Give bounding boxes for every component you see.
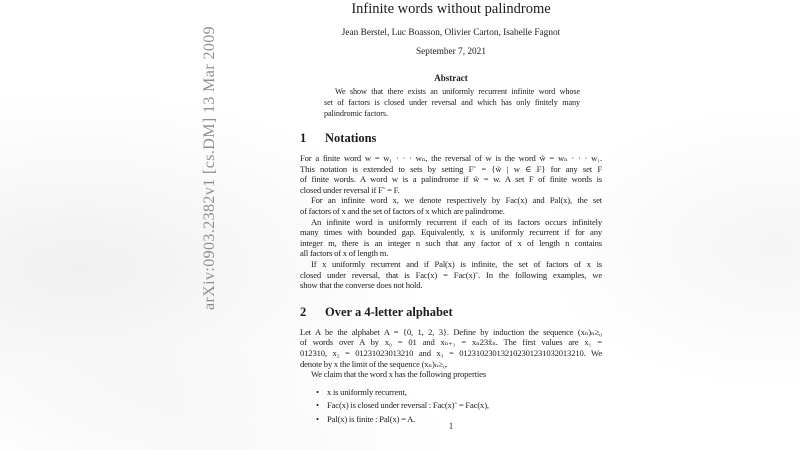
abstract-heading: Abstract bbox=[434, 73, 468, 83]
bullet-icon: • bbox=[316, 386, 319, 397]
abstract-line: set of factors is closed under reversal and which has only finitely many bbox=[324, 98, 580, 107]
bullet-item bbox=[300, 399, 602, 413]
body-line: closed under reversal if F˜ = F. bbox=[300, 184, 400, 195]
paragraph bbox=[300, 195, 602, 216]
body-line: An infinite word is uniformly recurrent if each of its factors occurs infinitely bbox=[311, 216, 602, 227]
body-line: If x uniformly recurrent and if Pal(x) is infinite, the set of factors of x is bbox=[311, 258, 602, 269]
section-number: 2 bbox=[300, 304, 307, 319]
paragraph bbox=[300, 327, 602, 369]
bullet-text: Fac(x) is closed under reversal : Fac(x)˜ = Fac(x), bbox=[327, 400, 489, 411]
body-line: show that the converse does not hold. bbox=[300, 280, 423, 291]
section-heading bbox=[300, 305, 602, 319]
body-line: integer m, there is an integer n such that any factor of x of length n contains bbox=[300, 237, 602, 248]
body-line: many times with bounded gap. Equivalently, x is uniformly recurrent if for any bbox=[300, 227, 602, 238]
paper-body bbox=[300, 131, 602, 427]
paragraph bbox=[300, 259, 602, 291]
body-line: For a finite word w = w₁ · · · wₙ, the reversal of w is the word w̃ = wₙ · · · w₁. bbox=[300, 153, 602, 163]
body-line: This notation is extended to sets by setting F˜ = {w̃ | w ∈ F} for any set F bbox=[300, 163, 602, 174]
body-line: of factors of x and the set of factors of x which are palindrome. bbox=[300, 205, 505, 216]
body-line: 012310, x₂ = 01231023013210 and x₃ = 012310230132102301231032013210. We bbox=[300, 347, 602, 358]
paper-title: Infinite words without palindrome bbox=[351, 1, 551, 17]
paragraph bbox=[300, 153, 602, 195]
body-line: denote by x the limit of the sequence (xₙ)ₙ≥₀. bbox=[300, 358, 448, 369]
paper-authors: Jean Berstel, Luc Boasson, Olivier Carton, Isabelle Fagnot bbox=[341, 28, 561, 38]
body-line: of finite words. A word w is a palindrome if w̃ = w. A set F of finite words is bbox=[300, 174, 602, 185]
body-line: all factors of x of length m. bbox=[300, 248, 389, 259]
abstract-line: palindromic factors. bbox=[324, 109, 388, 118]
paragraph bbox=[300, 217, 602, 259]
bullet-icon: • bbox=[316, 414, 319, 425]
body-line: For an infinite word x, we denote respectively by Fac(x) and Pal(x), the set bbox=[311, 195, 602, 206]
paper-date: September 7, 2021 bbox=[416, 47, 486, 57]
body-line: closed under reversal, that is Fac(x) = Fac(x)˜. In the following examples, we bbox=[300, 269, 602, 280]
body-line: of words over A by x₀ = 01 and xₙ₊₁ = xₙ23x̃ₙ. The first values are x₁ = bbox=[300, 337, 602, 348]
bullet-text: x is uniformly recurrent, bbox=[327, 386, 407, 397]
bullet-text: Pal(x) is finite : Pal(x) = A. bbox=[327, 414, 416, 425]
page-number: 1 bbox=[448, 421, 454, 431]
bullet-icon: • bbox=[316, 400, 319, 411]
section-number: 1 bbox=[300, 131, 307, 145]
abstract-line: We show that there exists an uniformly recurrent infinite word whose bbox=[335, 87, 580, 96]
paragraph bbox=[300, 369, 602, 380]
abstract-text bbox=[324, 86, 580, 119]
body-line: We claim that the word x has the following properties bbox=[311, 369, 486, 380]
section-title: Notations bbox=[325, 131, 377, 145]
body-line: Let A be the alphabet A = {0, 1, 2, 3}. Define by induction the sequence (xₙ)ₙ≥₀ bbox=[300, 326, 602, 337]
bullet-item bbox=[300, 386, 602, 400]
section-title: Over a 4-letter alphabet bbox=[325, 304, 453, 319]
paper-sheet bbox=[300, 0, 602, 450]
arxiv-stamp: arXiv:0903.2382v1 [cs.DM] 13 Mar 2009 bbox=[201, 25, 218, 311]
section-heading bbox=[300, 131, 602, 145]
